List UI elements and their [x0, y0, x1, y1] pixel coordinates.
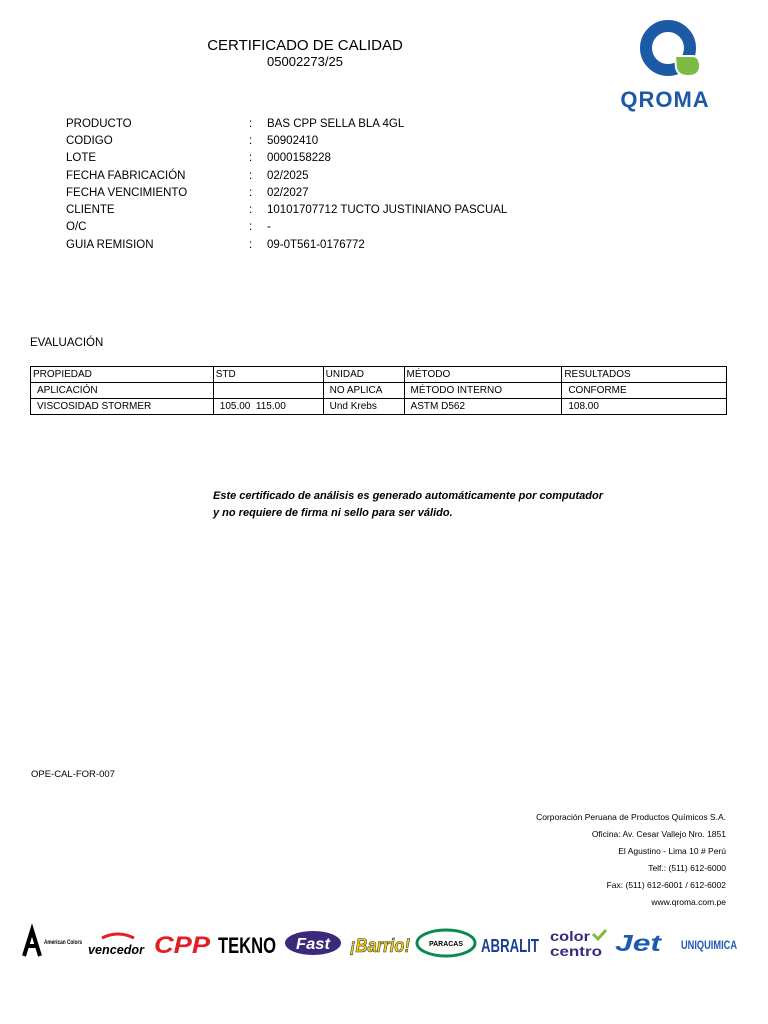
uniquimica-logo	[680, 930, 738, 956]
company-phone: Telf.: (511) 612-6000	[648, 863, 726, 873]
field-colon: :	[249, 170, 253, 182]
company-city: El Agustino - Lima 10 # Perú	[618, 846, 726, 856]
field-label-lote: LOTE	[66, 152, 97, 164]
table-header-row	[31, 367, 727, 383]
table-row	[31, 399, 727, 415]
form-code: OPE-CAL-FOR-007	[31, 769, 115, 780]
validity-note	[213, 488, 603, 522]
vencedor-text: vencedor	[88, 942, 145, 957]
certificate-number: 05002273/25	[267, 54, 343, 69]
company-fax: Fax: (511) 612-6001 / 612-6002	[606, 880, 726, 890]
field-value-codigo: 50902410	[267, 135, 319, 147]
field-colon: :	[249, 239, 253, 251]
field-label-producto: PRODUCTO	[66, 118, 132, 130]
cell-resultado: 108.00	[562, 399, 727, 415]
color-centro-logo	[550, 928, 606, 959]
cell-metodo: ASTM D562	[404, 399, 562, 415]
field-label-codigo: CODIGO	[66, 135, 113, 147]
field-colon: :	[249, 221, 253, 233]
evaluation-title: EVALUACIÓN	[30, 337, 104, 349]
field-colon: :	[249, 135, 253, 147]
field-label-guia-remision: GUIA REMISION	[66, 239, 154, 251]
field-colon: :	[249, 118, 253, 130]
validity-note-line2: y no requiere de firma ni sello para ser válido.	[213, 507, 453, 519]
barrio-logo	[350, 936, 410, 957]
vencedor-logo	[88, 934, 145, 957]
field-value-cliente: 10101707712 TUCTO JUSTINIANO PASCUAL	[267, 204, 508, 216]
document-title: CERTIFICADO DE CALIDAD	[207, 37, 403, 54]
table-row	[31, 383, 727, 399]
paracas-logo	[417, 930, 475, 956]
cpp-logo: CPP	[154, 932, 212, 959]
american-colors-logo	[24, 930, 83, 956]
header-metodo: MÉTODO	[404, 367, 562, 383]
company-website[interactable]: www.qroma.com.pe	[651, 897, 726, 907]
field-label-fecha-vencimiento: FECHA VENCIMIENTO	[66, 187, 188, 199]
cell-std: 105.00 115.00	[213, 399, 323, 415]
fast-text: Fast	[296, 936, 331, 953]
qroma-logo	[608, 12, 734, 112]
field-colon: :	[249, 187, 253, 199]
fast-logo	[285, 931, 341, 955]
field-value-oc: -	[267, 221, 271, 233]
cell-propiedad: APLICACIÓN	[31, 383, 214, 399]
jet-logo: Jet	[615, 930, 663, 956]
cell-propiedad: VISCOSIDAD STORMER	[31, 399, 214, 415]
cell-std	[213, 383, 323, 399]
header-propiedad: PROPIEDAD	[31, 367, 214, 383]
evaluation-table	[30, 366, 727, 415]
american-colors-text: American Colors	[44, 940, 83, 946]
field-colon: :	[249, 152, 253, 164]
field-label-cliente: CLIENTE	[66, 204, 115, 216]
field-label-fecha-fabricacion: FECHA FABRICACIÓN	[66, 170, 186, 182]
color-centro-line1: color	[550, 928, 591, 944]
cell-unidad: NO APLICA	[323, 383, 404, 399]
company-office: Oficina: Av. Cesar Vallejo Nro. 1851	[591, 829, 726, 839]
cell-metodo: MÉTODO INTERNO	[404, 383, 562, 399]
header-resultados: RESULTADOS	[562, 367, 727, 383]
color-centro-line2: centro	[550, 943, 602, 959]
field-value-fecha-fabricacion: 02/2025	[267, 170, 309, 182]
field-value-guia-remision: 09-0T561-0176772	[267, 239, 365, 251]
header-std: STD	[213, 367, 323, 383]
cell-resultado: CONFORME	[562, 383, 727, 399]
field-value-fecha-vencimiento: 02/2027	[267, 187, 309, 199]
field-colon: :	[249, 204, 253, 216]
barrio-text: ¡Barrio!	[350, 936, 410, 957]
company-name: Corporación Peruana de Productos Químicos S.A.	[536, 812, 726, 822]
abralit-logo: ABRALIT	[481, 936, 539, 956]
uniquimica-text: UNIQUIMICA	[681, 938, 738, 952]
field-value-producto: BAS CPP SELLA BLA 4GL	[267, 118, 405, 130]
header-unidad: UNIDAD	[323, 367, 404, 383]
qroma-logo-text: QROMA	[620, 87, 710, 112]
cell-unidad: Und Krebs	[323, 399, 404, 415]
paracas-text: PARACAS	[429, 941, 464, 948]
field-label-oc: O/C	[66, 221, 87, 233]
tekno-logo: TEKNO	[218, 933, 276, 958]
field-value-lote: 0000158228	[267, 152, 331, 164]
validity-note-line1: Este certificado de análisis es generado automáticamente por computador	[213, 490, 604, 502]
brand-logos	[20, 924, 748, 962]
